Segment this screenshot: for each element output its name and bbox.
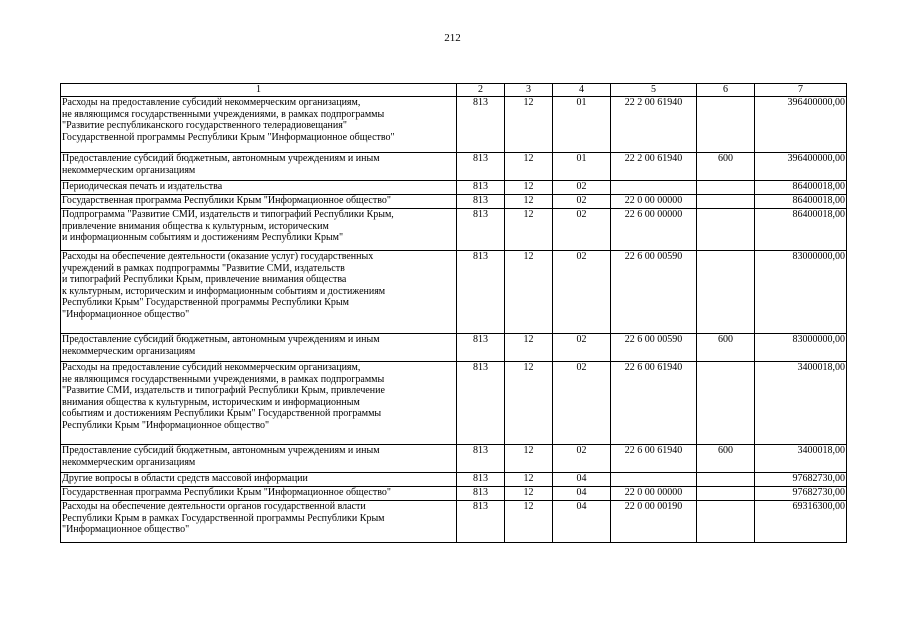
- row-name: Государственная программа Республики Крым "Информационное общество": [61, 195, 457, 209]
- row-amount: 97682730,00: [755, 473, 847, 487]
- row-section: 12: [505, 181, 553, 195]
- table-row: [61, 445, 847, 473]
- row-expense-type: [697, 487, 755, 501]
- row-grbs: 813: [457, 209, 505, 251]
- row-target-article: 22 6 00 00590: [611, 334, 697, 362]
- row-name: Другие вопросы в области средств массовой информации: [61, 473, 457, 487]
- row-subsection: 04: [553, 473, 611, 487]
- table-row: [61, 334, 847, 362]
- table-body: [61, 97, 847, 543]
- table-row: [61, 209, 847, 251]
- row-grbs: 813: [457, 501, 505, 543]
- row-grbs: 813: [457, 195, 505, 209]
- row-target-article: [611, 473, 697, 487]
- row-name: Расходы на предоставление субсидий некоммерческим организациям, не являющимся государственными учреждениями, в рамках подпрограммы "Развитие СМИ, издательств и типографий Республики Крым, привлечение внимания общества к культурным, историческим и информационным событиям и достижениям Республики Крым" Государственной программы Республики Крым "Информационное общество": [61, 362, 457, 445]
- header-col-3: 3: [505, 84, 553, 97]
- row-name: Расходы на предоставление субсидий некоммерческим организациям, не являющимся государственными учреждениями, в рамках подпрограммы "Развитие республиканского государственного телерадиовещания" Государственной программы Республики Крым "Информационное общество": [61, 97, 457, 153]
- row-expense-type: 600: [697, 445, 755, 473]
- row-section: 12: [505, 209, 553, 251]
- row-amount: 3400018,00: [755, 445, 847, 473]
- row-subsection: 02: [553, 209, 611, 251]
- row-expense-type: 600: [697, 153, 755, 181]
- row-grbs: 813: [457, 487, 505, 501]
- row-subsection: 02: [553, 181, 611, 195]
- row-target-article: 22 6 00 61940: [611, 445, 697, 473]
- row-name: Расходы на обеспечение деятельности органов государственной власти Республики Крым в рамках Государственной программы Республики Крым "Информационное общество": [61, 501, 457, 543]
- row-section: 12: [505, 473, 553, 487]
- row-target-article: 22 2 00 61940: [611, 97, 697, 153]
- row-section: 12: [505, 153, 553, 181]
- row-target-article: 22 0 00 00000: [611, 195, 697, 209]
- row-section: 12: [505, 251, 553, 334]
- row-section: 12: [505, 334, 553, 362]
- table-row: [61, 473, 847, 487]
- row-section: 12: [505, 97, 553, 153]
- row-target-article: [611, 181, 697, 195]
- row-expense-type: [697, 209, 755, 251]
- table-header: [61, 84, 847, 97]
- row-subsection: 04: [553, 487, 611, 501]
- row-amount: 86400018,00: [755, 195, 847, 209]
- row-grbs: 813: [457, 445, 505, 473]
- table-row: [61, 153, 847, 181]
- row-subsection: 02: [553, 195, 611, 209]
- row-grbs: 813: [457, 181, 505, 195]
- table-row: [61, 362, 847, 445]
- budget-table: [60, 83, 847, 543]
- row-target-article: 22 0 00 00190: [611, 501, 697, 543]
- table-row: [61, 501, 847, 543]
- row-target-article: 22 6 00 00590: [611, 251, 697, 334]
- row-subsection: 02: [553, 445, 611, 473]
- page-number: 212: [444, 32, 461, 44]
- row-name: Периодическая печать и издательства: [61, 181, 457, 195]
- row-grbs: 813: [457, 334, 505, 362]
- row-amount: 69316300,00: [755, 501, 847, 543]
- row-section: 12: [505, 445, 553, 473]
- row-expense-type: [697, 181, 755, 195]
- header-col-5: 5: [611, 84, 697, 97]
- row-name: Подпрограмма "Развитие СМИ, издательств и типографий Республики Крым, привлечение внимания общества к культурным, историческим и информационным событиям и достижениям Республики Крым": [61, 209, 457, 251]
- row-expense-type: [697, 473, 755, 487]
- row-target-article: 22 6 00 00000: [611, 209, 697, 251]
- row-section: 12: [505, 487, 553, 501]
- row-expense-type: [697, 251, 755, 334]
- row-subsection: 02: [553, 251, 611, 334]
- row-expense-type: [697, 362, 755, 445]
- header-col-1: 1: [61, 84, 457, 97]
- row-section: 12: [505, 501, 553, 543]
- row-amount: 396400000,00: [755, 97, 847, 153]
- row-expense-type: [697, 501, 755, 543]
- table-row: [61, 181, 847, 195]
- row-target-article: 22 2 00 61940: [611, 153, 697, 181]
- row-amount: 97682730,00: [755, 487, 847, 501]
- header-row: [61, 84, 847, 97]
- row-name: Предоставление субсидий бюджетным, автономным учреждениям и иным некоммерческим организациям: [61, 153, 457, 181]
- row-grbs: 813: [457, 97, 505, 153]
- row-amount: 83000000,00: [755, 334, 847, 362]
- row-grbs: 813: [457, 153, 505, 181]
- row-subsection: 01: [553, 97, 611, 153]
- header-col-7: 7: [755, 84, 847, 97]
- header-col-4: 4: [553, 84, 611, 97]
- table-row: [61, 195, 847, 209]
- row-expense-type: [697, 195, 755, 209]
- row-subsection: 02: [553, 334, 611, 362]
- header-col-6: 6: [697, 84, 755, 97]
- table-row: [61, 97, 847, 153]
- row-section: 12: [505, 362, 553, 445]
- row-name: Расходы на обеспечение деятельности (оказание услуг) государственных учреждений в рамках подпрограммы "Развитие СМИ, издательств и типографий Республики Крым, привлечение внимания общества к культурным, историческим и информационным событиям и достижениям Республики Крым" Государственной программы Республики Крым "Информационное общество": [61, 251, 457, 334]
- row-name: Предоставление субсидий бюджетным, автономным учреждениям и иным некоммерческим организациям: [61, 445, 457, 473]
- row-subsection: 02: [553, 362, 611, 445]
- row-name: Предоставление субсидий бюджетным, автономным учреждениям и иным некоммерческим организациям: [61, 334, 457, 362]
- row-amount: 83000000,00: [755, 251, 847, 334]
- row-amount: 3400018,00: [755, 362, 847, 445]
- row-name: Государственная программа Республики Крым "Информационное общество": [61, 487, 457, 501]
- table-row: [61, 251, 847, 334]
- row-target-article: 22 6 00 61940: [611, 362, 697, 445]
- row-grbs: 813: [457, 362, 505, 445]
- row-amount: 396400000,00: [755, 153, 847, 181]
- row-amount: 86400018,00: [755, 209, 847, 251]
- header-col-2: 2: [457, 84, 505, 97]
- row-grbs: 813: [457, 473, 505, 487]
- row-target-article: 22 0 00 00000: [611, 487, 697, 501]
- row-expense-type: [697, 97, 755, 153]
- row-expense-type: 600: [697, 334, 755, 362]
- row-grbs: 813: [457, 251, 505, 334]
- row-amount: 86400018,00: [755, 181, 847, 195]
- table-row: [61, 487, 847, 501]
- row-subsection: 01: [553, 153, 611, 181]
- row-section: 12: [505, 195, 553, 209]
- row-subsection: 04: [553, 501, 611, 543]
